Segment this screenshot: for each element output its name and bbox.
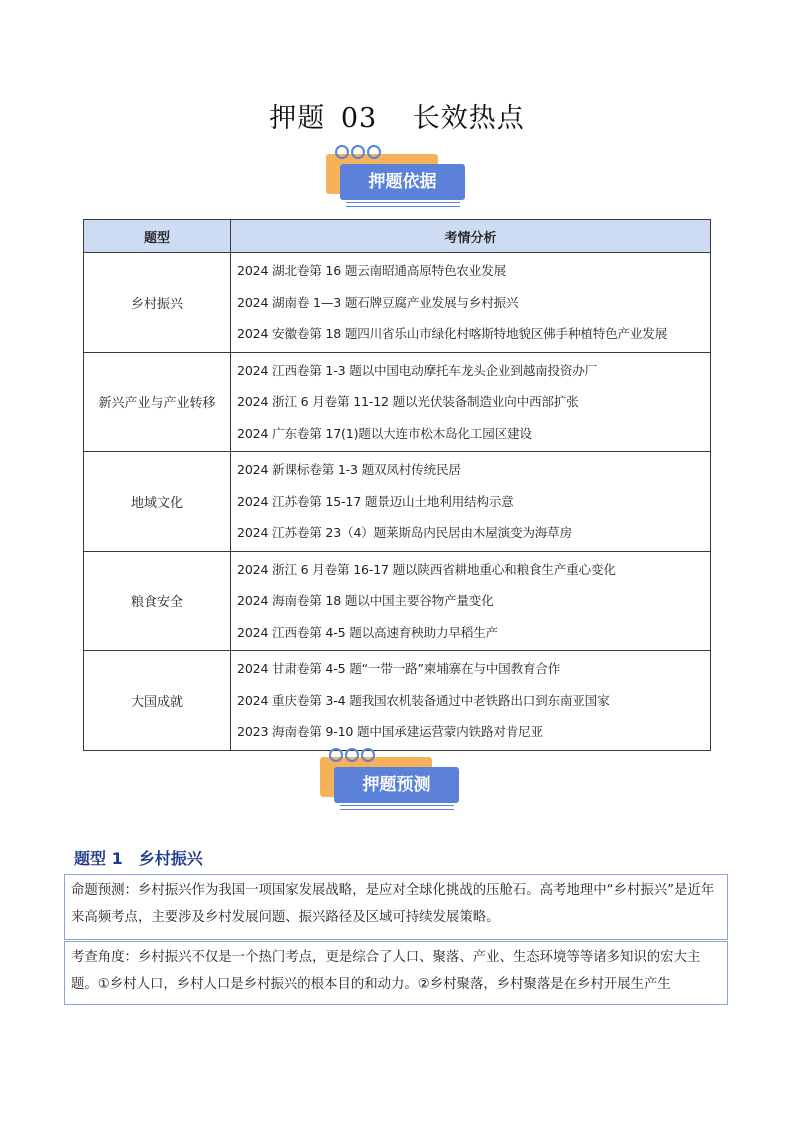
analysis-item: 2024 浙江 6 月卷第 11-12 题以光伏装备制造业向中西部扩张 [237, 394, 579, 409]
section-heading: 题型 1 乡村振兴 [74, 849, 203, 868]
analysis-item: 2024 重庆卷第 3-4 题我国农机装备通过中老铁路出口到东南亚国家 [237, 692, 610, 708]
banner-label: 押题预测 [334, 767, 459, 803]
angle-box: 考查角度：乡村振兴不仅是一个热门考点，更是综合了人口、聚落、产业、生态环境等等诸多知识的宏大主题。①乡村人口，乡村人口是乡村振兴的根本目的和动力。②乡村聚落，乡村聚落是在乡村开展生产生 [64, 941, 728, 1005]
analysis-item: 2024 新课标卷第 1-3 题双凤村传统民居 [237, 462, 461, 477]
table-row [84, 651, 711, 751]
type-cell: 大国成就 [84, 651, 231, 751]
banner-forecast [320, 751, 470, 821]
forecast-box: 命题预测：乡村振兴作为我国一项国家发展战略，是应对全球化挑战的压舱石。高考地理中“乡村振兴”是近年来高频考点，主要涉及乡村发展问题、振兴路径及区域可持续发展策略。 [64, 874, 728, 940]
analysis-item: 2024 广东卷第 17(1)题以大连市松木岛化工园区建设 [237, 425, 532, 441]
banner-underline [346, 202, 460, 207]
table-row [84, 352, 711, 452]
exam-analysis-table [83, 219, 711, 751]
items-cell [231, 452, 711, 552]
rings-icon [326, 745, 386, 765]
banner-underline [340, 805, 454, 810]
table-row [84, 452, 711, 552]
page-title [0, 96, 794, 135]
analysis-item: 2024 甘肃卷第 4-5 题“一带一路”柬埔寨在与中国教育合作 [237, 661, 561, 676]
header-type: 题型 [84, 220, 231, 253]
analysis-item: 2024 江苏卷第 23（4）题莱斯岛内民居由木屋演变为海草房 [237, 525, 572, 540]
analysis-item: 2024 海南卷第 18 题以中国主要谷物产量变化 [237, 593, 494, 608]
title-suffix: 长效热点 [412, 103, 525, 134]
rings-icon [332, 142, 392, 162]
title-prefix: 押题 [269, 103, 326, 134]
type-cell: 乡村振兴 [84, 253, 231, 353]
title-number: 03 [340, 103, 378, 134]
items-cell [231, 651, 711, 751]
analysis-item: 2024 江苏卷第 15-17 题景迈山土地利用结构示意 [237, 493, 514, 509]
analysis-item: 2024 江西卷第 1-3 题以中国电动摩托车龙头企业到越南投资办厂 [237, 362, 598, 378]
analysis-item: 2024 安徽卷第 18 题四川省乐山市绿化村喀斯特地貌区佛手种植特色产业发展 [237, 326, 668, 341]
type-cell: 地域文化 [84, 452, 231, 552]
table-row [84, 253, 711, 353]
banner-basis [326, 148, 476, 218]
analysis-item: 2024 江西卷第 4-5 题以高速育秧助力早稻生产 [237, 624, 498, 640]
type-cell: 新兴产业与产业转移 [84, 352, 231, 452]
analysis-item: 2024 浙江 6 月卷第 16-17 题以陕西省耕地重心和粮食生产重心变化 [237, 561, 616, 577]
analysis-item: 2024 湖北卷第 16 题云南昭通高原特色农业发展 [237, 263, 506, 278]
analysis-item: 2023 海南卷第 9-10 题中国承建运营蒙内铁路对肯尼亚 [237, 724, 543, 739]
table-header-row [84, 220, 711, 253]
type-cell: 粮食安全 [84, 551, 231, 651]
items-cell [231, 352, 711, 452]
analysis-item: 2024 湖南卷 1—3 题石牌豆腐产业发展与乡村振兴 [237, 294, 519, 310]
header-analysis: 考情分析 [231, 220, 711, 253]
items-cell [231, 551, 711, 651]
table-row [84, 551, 711, 651]
banner-label: 押题依据 [340, 164, 465, 200]
items-cell [231, 253, 711, 353]
